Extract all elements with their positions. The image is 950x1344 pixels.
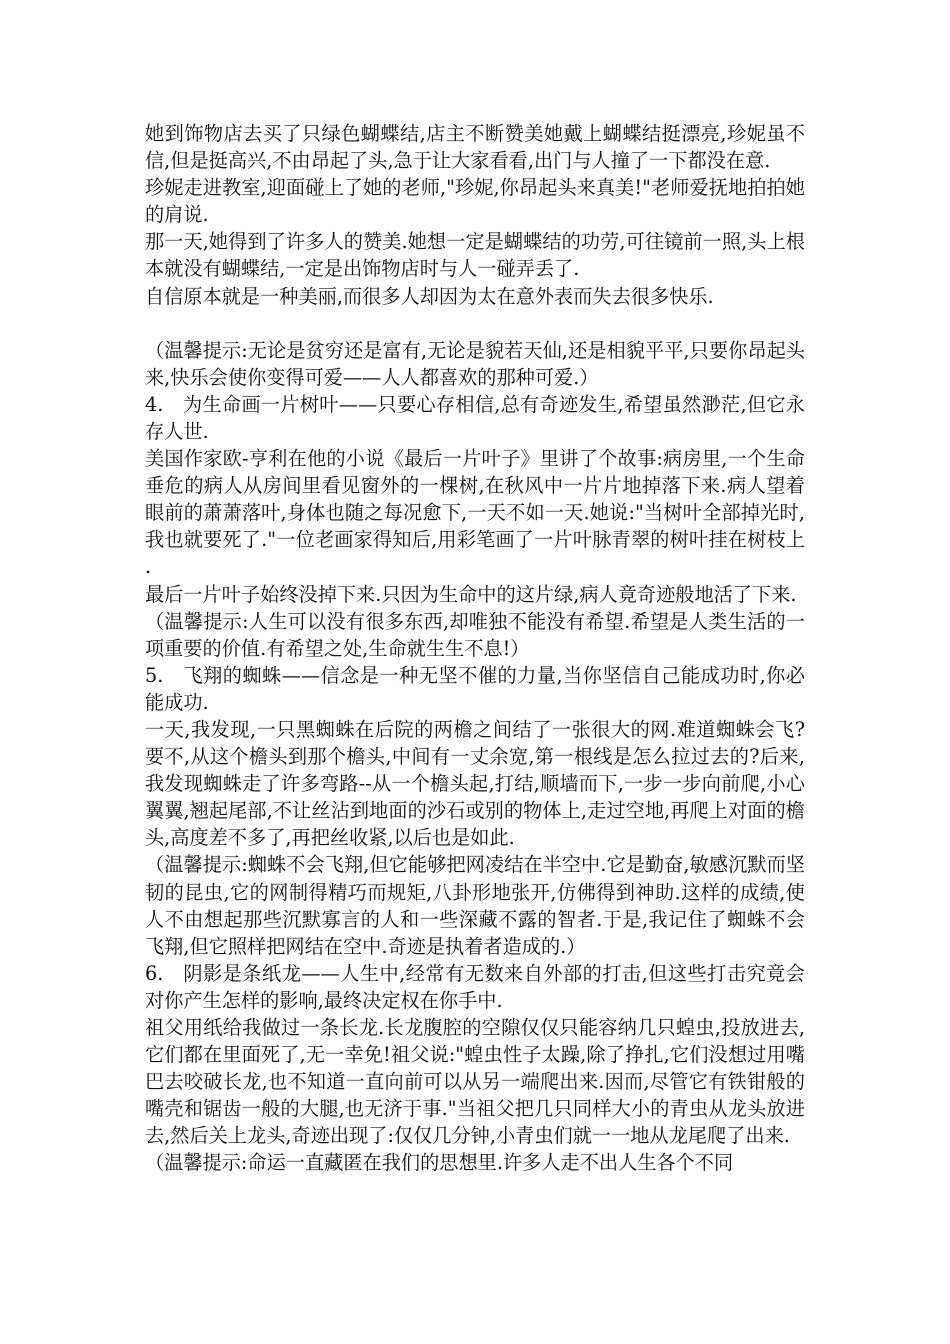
heading-item-5: 5. 飞翔的蜘蛛——信念是一种无坚不催的力量,当你坚信自己能成功时,你必能成功. (145, 663, 805, 714)
paragraph-paper-dragon-story: 祖父用纸给我做过一条长龙.长龙腹腔的空隙仅仅只能容纳几只蝗虫,投放进去,它们都在里面死了,无一幸免!祖父说:"蝗虫性子太躁,除了挣扎,它们没想过用嘴巴去咬破长龙,也不知道一直向前可以从另一端爬出来.因而,尽管它有铁钳般的嘴壳和锯齿一般的大腿,也无济于事."当祖父把几只同样大小的青虫从龙头放进去,然后关上龙头,奇迹出现了:仅仅几分钟,小青虫们就一一地从龙尾爬了出来. (145, 1016, 805, 1148)
paragraph-butterfly-bow: 她到饰物店去买了只绿色蝴蝶结,店主不断赞美她戴上蝴蝶结挺漂亮,珍妮虽不信,但是挺高兴,不由昂起了头,急于让大家看看,出门与人撞了一下都没在意. (145, 122, 805, 173)
paragraph-confidence: 自信原本就是一种美丽,而很多人却因为太在意外表而失去很多快乐. (145, 284, 714, 308)
blank-line (145, 310, 805, 337)
paragraph-teacher-praise: 珍妮走进教室,迎面碰上了她的老师,"珍妮,你昂起头来真美!"老师爱抚地拍拍她的肩说. (145, 176, 805, 227)
paragraph-tip-1: （温馨提示:无论是贫穷还是富有,无论是貌若天仙,还是相貌平平,只要你昂起头来,快乐会使你变得可爱——人人都喜欢的那种可爱.） (145, 338, 805, 389)
paragraph-last-leaf-ending: 最后一片叶子始终没掉下来.只因为生命中的这片绿,病人竟奇迹般地活了下来. (145, 582, 797, 606)
paragraph-last-leaf-story: 美国作家欧-亨利在他的小说《最后一片叶子》里讲了个故事:病房里,一个生命垂危的病人从房间里看见窗外的一棵树,在秋风中一片片地掉落下来.病人望着眼前的萧萧落叶,身体也随之每况愈下,一天不如一天.她说:"当树叶全部掉光时,我也就要死了."一位老画家得知后,用彩笔画了一片叶脉青翠的树叶挂在树枝上. (145, 447, 805, 579)
heading-item-6: 6. 阴影是条纸龙——人生中,经常有无数来自外部的打击,但这些打击究竟会对你产生怎样的影响,最终决定权在你手中. (145, 961, 805, 1012)
heading-item-4: 4. 为生命画一片树叶——只要心存相信,总有奇迹发生,希望虽然渺茫,但它永存人世. (145, 392, 805, 443)
paragraph-mirror: 那一天,她得到了许多人的赞美.她想一定是蝴蝶结的功劳,可往镜前一照,头上根本就没有蝴蝶结,一定是出饰物店时与人一碰弄丢了. (145, 230, 805, 281)
paragraph-spider-story: 一天,我发现,一只黑蜘蛛在后院的两檐之间结了一张很大的网.难道蜘蛛会飞?要不,从这个檐头到那个檐头,中间有一丈余宽,第一根线是怎么拉过去的?后来,我发现蜘蛛走了许多弯路--从一个檐头起,打结,顺墙而下,一步一步向前爬,小心翼翼,翘起尾部,不让丝沾到地面的沙石或别的物体上,走过空地,再爬上对面的檐头,高度差不多了,再把丝收紧,以后也是如此. (145, 717, 805, 850)
paragraph-tip-4: （温馨提示:命运一直藏匿在我们的思想里.许多人走不出人生各个不同 (145, 1151, 734, 1175)
paragraph-tip-3: （温馨提示:蜘蛛不会飞翔,但它能够把网凌结在半空中.它是勤奋,敏感沉默而坚韧的昆虫,它的网制得精巧而规矩,八卦形地张开,仿佛得到神助.这样的成绩,使人不由想起那些沉默寡言的人和一些深藏不露的智者.于是,我记住了蜘蛛不会飞翔,但它照样把网结在空中.奇迹是执着者造成的.） (145, 853, 805, 958)
paragraph-tip-2: （温馨提示:人生可以没有很多东西,却唯独不能没有希望.希望是人类生活的一项重要的价值.有希望之处,生命就生生不息!） (145, 609, 805, 660)
document-body (145, 120, 805, 1177)
